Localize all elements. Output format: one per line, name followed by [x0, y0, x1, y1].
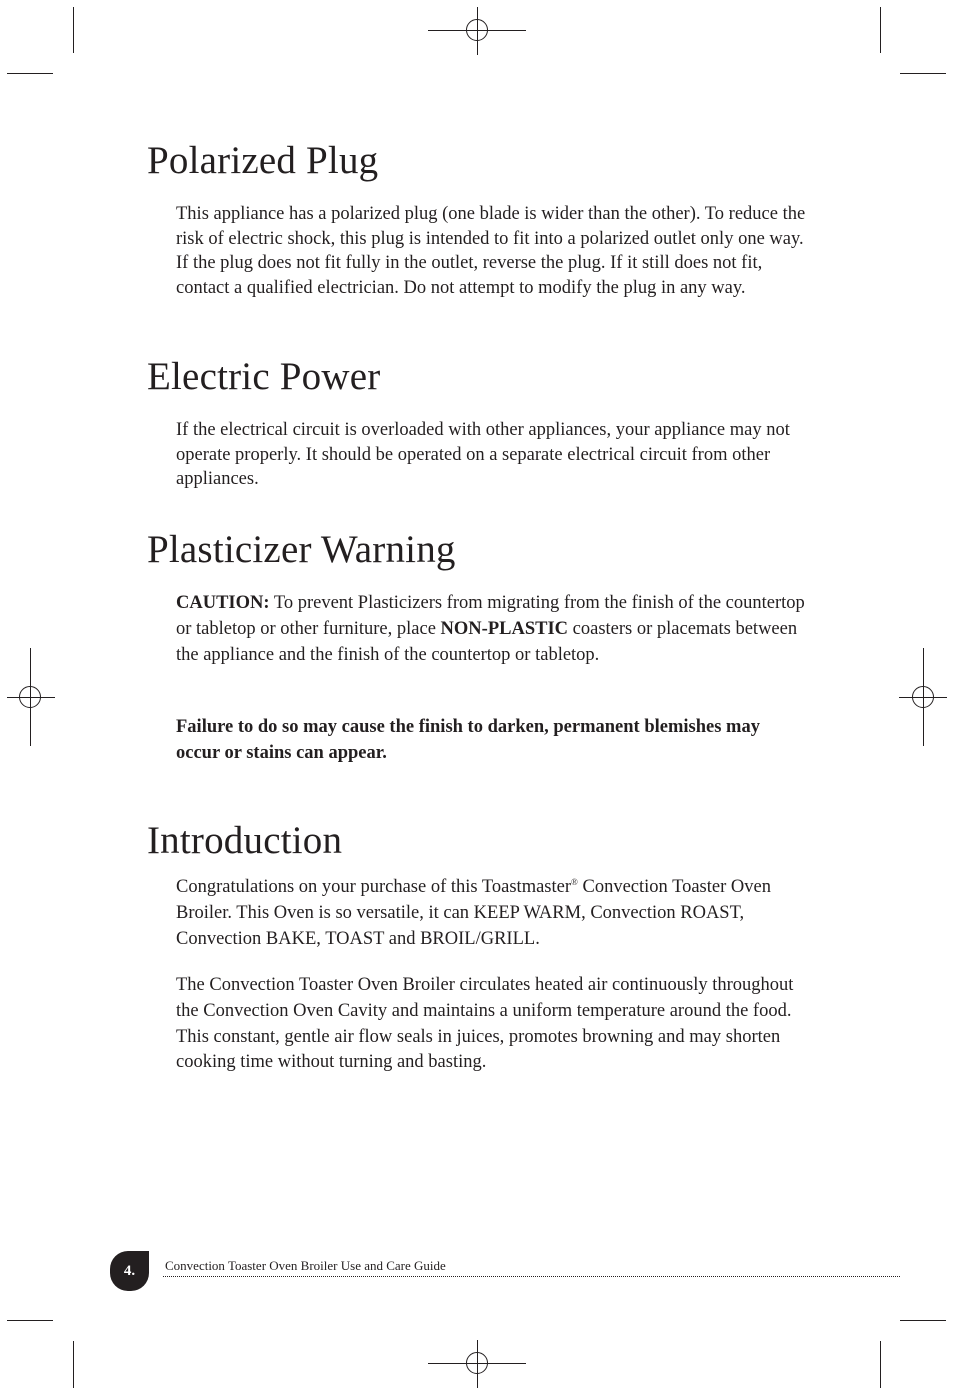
crop-mark [900, 1320, 946, 1321]
crop-mark [880, 1341, 881, 1388]
failure-warning-text: Failure to do so may cause the finish to darken, permanent blemishes may occur or stains can appear. [176, 717, 760, 763]
electric-power-body: If the electrical circuit is overloaded with other appliances, your appliance may not operate properly. It should be operated on a separate electrical circuit from other appliances. [176, 420, 790, 489]
crop-mark [7, 1320, 53, 1321]
footer-dotted-rule [163, 1276, 900, 1277]
introduction-heading: Introduction [147, 819, 343, 862]
intro-text: Congratulations on your purchase of this Toastmaster [176, 877, 572, 897]
polarized-plug-heading: Polarized Plug [147, 139, 379, 182]
plasticizer-warning-heading: Plasticizer Warning [147, 528, 456, 571]
non-plastic-label: NON-PLASTIC [440, 618, 569, 639]
crop-mark [880, 7, 881, 53]
introduction-paragraph-2: The Convection Toaster Oven Broiler circulates heated air continuously throughout the Convection Oven Cavity and maintains a uniform temperature around the food. This constant, gentle air flow seals in juices, promotes browning and may shorten cooking time without turning and basting. [176, 975, 794, 1073]
caution-text-continued: coasters or placemats between the appliance and the finish of the countertop or tabletop. [176, 618, 798, 665]
crop-mark [73, 7, 74, 53]
caution-label: CAUTION: [176, 593, 270, 613]
crop-mark [7, 73, 53, 74]
polarized-plug-body: This appliance has a polarized plug (one blade is wider than the other). To reduce the risk of electric shock, this plug is intended to fit into a polarized outlet only one way. If the plug does not fit fully in the outlet, reverse the plug. If it still does not fit, contact a qualified electrician. Do not attempt to modify the plug in any way. [176, 204, 806, 298]
failure-warning [176, 715, 806, 767]
crop-mark [900, 73, 946, 74]
introduction-paragraph-1 [176, 875, 806, 952]
footer-guide-title: Convection Toaster Oven Broiler Use and Care Guide [165, 1258, 446, 1273]
caution-text: To prevent Plasticizers from migrating from the finish of the countertop or tabletop or other furniture, place [176, 593, 805, 639]
intro-text-continued: Convection Toaster Oven Broiler. This Oven is so versatile, it can KEEP WARM, Convection ROAST, Convection BAKE, TOAST and BROIL/GRILL. [176, 877, 771, 949]
caution-paragraph [176, 591, 806, 668]
electric-power-heading: Electric Power [147, 355, 381, 398]
registered-trademark: ® [571, 877, 578, 887]
crop-mark [73, 1341, 74, 1388]
page-number-badge: 4. [110, 1251, 149, 1291]
